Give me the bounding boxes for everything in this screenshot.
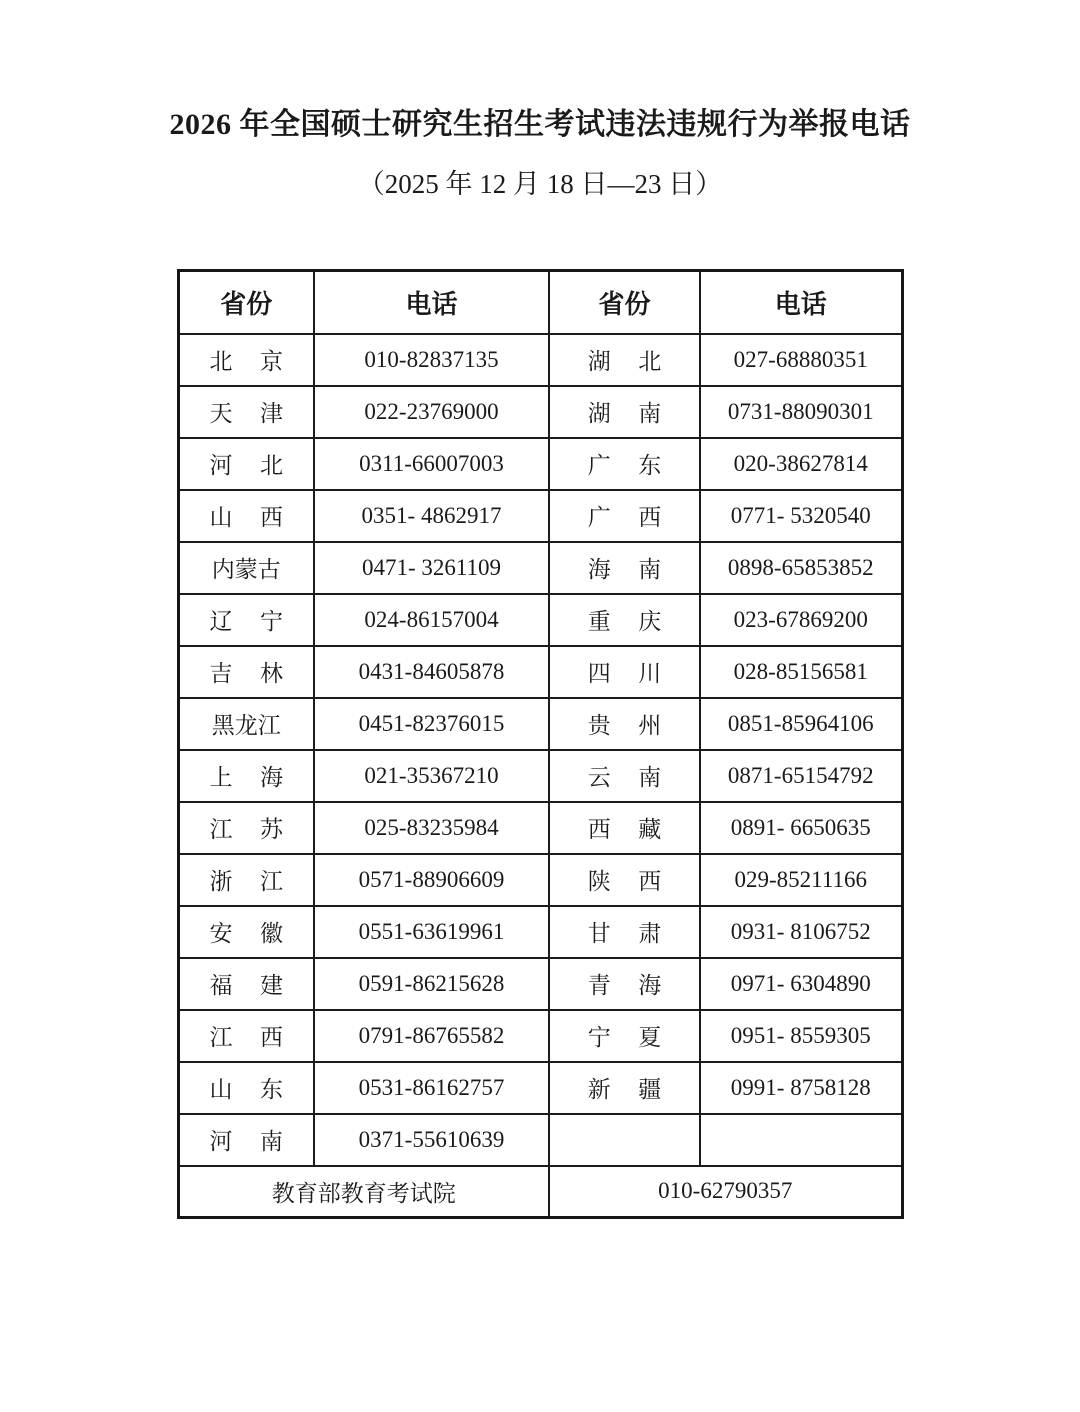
province-cell: 河 南 (178, 1114, 314, 1166)
table-row (178, 542, 902, 594)
phone-cell: 0571-88906609 (314, 854, 549, 906)
column-header-phone-left: 电话 (314, 271, 549, 334)
phone-cell: 0471- 3261109 (314, 542, 549, 594)
footer-row (178, 1166, 902, 1218)
document-title: 2026 年全国硕士研究生招生考试违法违规行为举报电话 (169, 108, 911, 141)
table-row (178, 750, 902, 802)
phone-cell: 027-68880351 (700, 334, 902, 386)
phone-cell: 0771- 5320540 (700, 490, 902, 542)
table-row (178, 490, 902, 542)
table-row (178, 802, 902, 854)
province-cell: 宁 夏 (549, 1010, 700, 1062)
province-cell: 江 西 (178, 1010, 314, 1062)
phone-cell: 0371-55610639 (314, 1114, 549, 1166)
phone-cell: 0851-85964106 (700, 698, 902, 750)
province-cell: 西 藏 (549, 802, 700, 854)
table-row (178, 854, 902, 906)
province-cell: 河 北 (178, 438, 314, 490)
phone-cell: 029-85211166 (700, 854, 902, 906)
column-header-province-left: 省份 (178, 271, 314, 334)
header-row (178, 271, 902, 334)
footer-org-cell: 教育部教育考试院 (178, 1166, 549, 1218)
phone-cell: 025-83235984 (314, 802, 549, 854)
province-cell: 海 南 (549, 542, 700, 594)
province-cell: 江 苏 (178, 802, 314, 854)
phone-cell: 0951- 8559305 (700, 1010, 902, 1062)
phone-cell (700, 1114, 902, 1166)
phone-cell: 024-86157004 (314, 594, 549, 646)
footer-phone-cell: 010-62790357 (549, 1166, 902, 1218)
province-cell: 湖 北 (549, 334, 700, 386)
table-row (178, 646, 902, 698)
table-row (178, 594, 902, 646)
phone-cell: 0591-86215628 (314, 958, 549, 1010)
province-cell: 北 京 (178, 334, 314, 386)
province-cell: 青 海 (549, 958, 700, 1010)
phone-cell: 0311-66007003 (314, 438, 549, 490)
phone-cell: 0351- 4862917 (314, 490, 549, 542)
table-row (178, 334, 902, 386)
province-cell: 山 东 (178, 1062, 314, 1114)
phone-cell: 020-38627814 (700, 438, 902, 490)
province-cell: 陕 西 (549, 854, 700, 906)
phone-cell: 0431-84605878 (314, 646, 549, 698)
province-cell: 广 东 (549, 438, 700, 490)
table-row (178, 1062, 902, 1114)
province-cell: 贵 州 (549, 698, 700, 750)
province-cell: 福 建 (178, 958, 314, 1010)
province-cell: 辽 宁 (178, 594, 314, 646)
province-cell: 山 西 (178, 490, 314, 542)
province-cell: 浙 江 (178, 854, 314, 906)
phone-cell: 0971- 6304890 (700, 958, 902, 1010)
province-cell: 新 疆 (549, 1062, 700, 1114)
province-cell: 湖 南 (549, 386, 700, 438)
column-header-province-right: 省份 (549, 271, 700, 334)
table-row (178, 386, 902, 438)
phone-cell: 0451-82376015 (314, 698, 549, 750)
column-header-phone-right: 电话 (700, 271, 902, 334)
phone-cell: 0531-86162757 (314, 1062, 549, 1114)
phone-cell: 0891- 6650635 (700, 802, 902, 854)
phone-cell: 028-85156581 (700, 646, 902, 698)
province-cell: 黑龙江 (178, 698, 314, 750)
province-cell: 吉 林 (178, 646, 314, 698)
province-cell: 安 徽 (178, 906, 314, 958)
table-row (178, 906, 902, 958)
phone-cell: 0898-65853852 (700, 542, 902, 594)
phone-cell: 022-23769000 (314, 386, 549, 438)
table-row (178, 698, 902, 750)
phone-cell: 0871-65154792 (700, 750, 902, 802)
table-row (178, 1010, 902, 1062)
phone-cell: 0551-63619961 (314, 906, 549, 958)
phone-cell: 023-67869200 (700, 594, 902, 646)
province-cell: 甘 肃 (549, 906, 700, 958)
phone-cell: 0731-88090301 (700, 386, 902, 438)
table-row (178, 438, 902, 490)
province-cell: 天 津 (178, 386, 314, 438)
province-cell: 上 海 (178, 750, 314, 802)
table-row (178, 1114, 902, 1166)
province-cell: 内蒙古 (178, 542, 314, 594)
province-cell: 云 南 (549, 750, 700, 802)
province-cell (549, 1114, 700, 1166)
table-row (178, 958, 902, 1010)
phone-cell: 0791-86765582 (314, 1010, 549, 1062)
phone-cell: 0931- 8106752 (700, 906, 902, 958)
document-subtitle: （2025 年 12 月 18 日—23 日） (357, 169, 723, 199)
province-cell: 广 西 (549, 490, 700, 542)
phone-cell: 010-82837135 (314, 334, 549, 386)
phone-cell: 0991- 8758128 (700, 1062, 902, 1114)
province-cell: 四 川 (549, 646, 700, 698)
hotline-table (177, 269, 904, 1219)
table-body (178, 334, 902, 1166)
phone-cell: 021-35367210 (314, 750, 549, 802)
province-cell: 重 庆 (549, 594, 700, 646)
